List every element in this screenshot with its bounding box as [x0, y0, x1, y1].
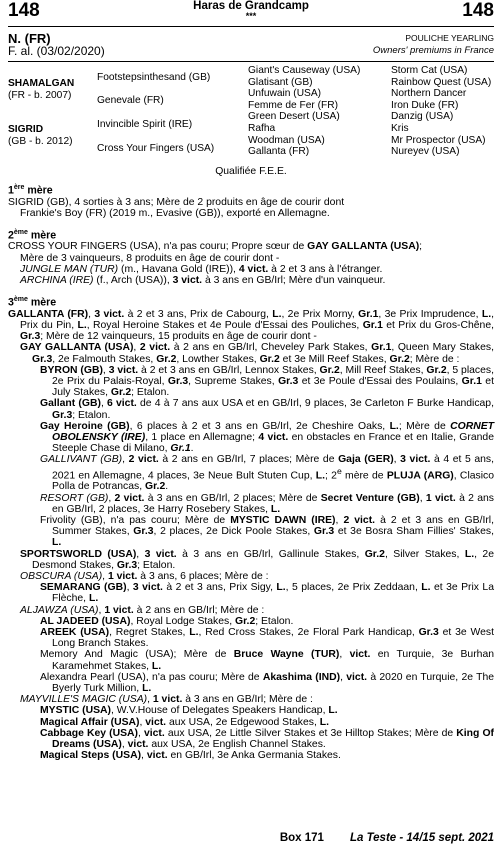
dam-info: (GB - b. 2012) — [8, 136, 73, 147]
third-dam-text: Memory And Magic (USA); Mère de Bruce Wayne (TUR), vict. en Turquie, 3e Burhan Karamehmet Stakes, L. — [40, 649, 494, 672]
identity-divider — [8, 61, 494, 62]
third-dam-text: Magical Affair (USA), vict. aux USA, 2e Edgewood Stakes, L. — [40, 716, 329, 728]
second-dam-text: JUNGLE MAN (TUR) (m., Havana Gold (IRE)), 4 vict. à 2 et 3 ans à l'étranger. — [20, 263, 383, 275]
third-dam-text: GALLANTA (FR), 3 vict. à 2 et 3 ans, Prix de Cabourg, L., 2e Prix Morny, Gr.1, 3e Prix Imprudence, L., Prix du Pin, L., Royal Heroine Stakes et 4e Poule d'Essai des Pouliches, Gr.1 et Prix du Gros-Chêne, Gr.3; Mère de 12 vainqueurs, 15 produits en âge de courir dont - — [8, 308, 494, 343]
horse-name: N. (FR) — [8, 31, 51, 46]
third-dam-text: ALJAWZA (USA), 1 vict. à 2 ans en GB/Irl; Mère de : — [20, 604, 265, 616]
third-dam-text: MAYVILLE'S MAGIC (USA), 1 vict. à 3 ans en GB/Irl; Mère de : — [20, 694, 313, 706]
third-dam-text: AL JADEED (USA), Royal Lodge Stakes, Gr.2; Etalon. — [40, 615, 294, 627]
third-dam-text: Cabbage Key (USA), vict. aux USA, 2e Little Silver Stakes et 3e Hilltop Stakes; Mère de King Of Dreams (USA), vict. aux USA, 2e English Channel Stakes. — [40, 727, 494, 750]
third-dam-heading: 3ème mère — [8, 296, 57, 309]
catalogue-page — [8, 0, 495, 844]
third-dam-text: Frivolity (GB), n'a pas couru; Mère de MYSTIC DAWN (IRE), 2 vict. à 2 et 3 ans en GB/Irl, Summer Stakes, Gr.3, 2 places, 2e Dick Poole Stakes, Gr.3 et 3e Bosra Sham Fillies' Stakes, L. — [40, 514, 494, 549]
pedigree-gen4: Iron Duke (FR) — [391, 99, 459, 111]
pedigree-gen4: Kris — [391, 123, 409, 134]
first-dam-section — [8, 182, 494, 219]
third-dam-text: BYRON (GB), 3 vict. à 2 et 3 ans en GB/Irl, Lennox Stakes, Gr.2, Mill Reef Stakes, Gr.2, 5 places, 2e Prix du Palais-Royal, Gr.3, Supreme Stakes, Gr.3 et 3e Poule d'Essai des Poulains, Gr.1 et July Stakes, Gr.2; Etalon. — [40, 364, 494, 399]
pedigree-gen3: Rafha — [248, 123, 276, 134]
box-number: Box 171 — [279, 832, 324, 844]
pedigree-gen2: Invincible Spirit (IRE) — [97, 119, 193, 130]
page-footer — [280, 832, 494, 844]
first-dam-text: Frankie's Boy (FR) (2019 m., Evasive (GB)), exporté en Allemagne. — [20, 207, 330, 219]
pedigree-gen3: Gallanta (FR) — [248, 146, 310, 158]
qualification: Qualifiée F.E.E. — [215, 166, 287, 177]
second-dam-text: Mère de 3 vainqueurs, 8 produits en âge de courir dont - — [20, 252, 280, 264]
pedigree-gen3: Woodman (USA) — [248, 134, 325, 146]
third-dam-text: MYSTIC (USA), W.V.House of Delegates Speakers Handicap, L. — [40, 705, 338, 717]
third-dam-text: GALLIVANT (GB), 2 vict. à 2 ans en GB/Irl, 7 places; Mère de Gaja (GER), 3 vict. à 4 et 5 ans, 2021 en Allemagne, 4 places, 3e Neue Bult Stuten Cup, L.; 2e mère de PLUJA (ARG), Clasico Polla de Potrancas, Gr.2. — [40, 454, 495, 493]
third-dam-text: SEMARANG (GB), 3 vict. à 2 et 3 ans, Prix Sigy, L., 5 places, 2e Prix Zeddaan, L. et 3e Prix La Flèche, L. — [40, 582, 494, 605]
third-dam-text: GAY GALLANTA (USA), 2 vict. à 2 ans en GB/Irl, Cheveley Park Stakes, Gr.1, Queen Mary Stakes, Gr.3, 2e Falmouth Stakes, Gr.2, Lowther Stakes, Gr.2 et 3e Mill Reef Stakes, Gr.2; Mère de : — [20, 342, 494, 365]
first-dam-text: SIGRID (GB), 4 sorties à 3 ans; Mère de 2 produits en âge de courir dont — [8, 196, 345, 208]
horse-category: POULICHE YEARLING — [405, 33, 494, 43]
pedigree-gen3: Unfuwain (USA) — [248, 88, 322, 100]
third-dam-text: RESORT (GB), 2 vict. à 3 ans en GB/Irl, 2 places; Mère de Secret Venture (GB), 1 vict. à 2 ans en GB/Irl, 2 places, 3e Harry Rosebery Stakes, L. — [40, 492, 494, 515]
third-dam-text: Magical Steps (USA), vict. en GB/Irl, 3e Anka Germania Stakes. — [40, 750, 341, 762]
pedigree-gen4: Storm Cat (USA) — [391, 65, 468, 76]
second-dam-section — [8, 227, 494, 286]
third-dam-text: Alexandra Pearl (USA), n'a pas couru; Mère de Akashima (IND), vict. à 2020 en Turquie, 2e The Byerly Turk Million, L. — [40, 671, 495, 694]
sire-info: (FR - b. 2007) — [8, 90, 72, 101]
horse-dob: F. al. (03/02/2020) — [8, 44, 105, 58]
second-dam-heading: 2ème mère — [8, 228, 57, 242]
consignor-block — [8, 1, 494, 20]
third-dam-text: SPORTSWORLD (USA), 3 vict. à 3 ans en GB/Irl, Gallinule Stakes, Gr.2, Silver Stakes, L., 2e Desmond Stakes, Gr.3; Etalon. — [20, 548, 494, 571]
second-dam-text: CROSS YOUR FINGERS (USA), n'a pas couru; Propre sœur de GAY GALLANTA (USA); — [8, 241, 423, 253]
sale-date: La Teste - 14/15 sept. 2021 — [349, 832, 494, 844]
horse-identity — [8, 27, 494, 61]
pedigree-gen2: Genevale (FR) — [97, 95, 164, 106]
pedigree-gen2: Cross Your Fingers (USA) — [97, 143, 215, 154]
pedigree-gen4: Danzig (USA) — [391, 111, 454, 123]
pedigree-gen4: Nureyev (USA) — [391, 146, 460, 158]
lot-number-right: 148 — [462, 0, 494, 21]
owners-premium-note: Owners' premiums in France — [372, 45, 494, 56]
pedigree-gen3: Femme de Fer (FR) — [248, 99, 338, 111]
pedigree-gen3: Giant's Causeway (USA) — [248, 65, 361, 76]
pedigree-gen4: Mr Prospector (USA) — [391, 134, 486, 146]
pedigree-gen4: Rainbow Quest (USA) — [391, 76, 492, 88]
consignor-stars: *** — [245, 11, 257, 21]
pedigree-gen3: Green Desert (USA) — [248, 111, 340, 123]
dam-name: SIGRID — [8, 124, 44, 135]
page-header — [8, 0, 494, 26]
lot-number-left: 148 — [8, 0, 40, 21]
pedigree-gen4: Northern Dancer — [391, 88, 467, 100]
pedigree-table — [8, 65, 494, 178]
third-dam-text: Gallant (GB), 6 vict. de 4 à 7 ans aux USA et en GB/Irl, 9 places, 3e Carleton F Burke Handicap, Gr.3; Etalon. — [40, 398, 494, 421]
third-dam-text: OBSCURA (USA), 1 vict. à 3 ans, 6 places; Mère de : — [20, 570, 269, 582]
first-dam-heading: 1ère mère — [8, 184, 53, 197]
third-dam-text: AREEK (USA), Regret Stakes, L., Red Cross Stakes, 2e Floral Park Handicap, Gr.3 et 3e West Long Branch Stakes. — [40, 626, 494, 650]
third-dam-text: Gay Heroine (GB), 6 places à 2 et 3 ans en GB/Irl, 2e Cheshire Oaks, L.; Mère de CORNET OBOLENSKY (IRE), 1 place en Allemagne; 4 vict. en obstacles en France et en Italie, Grande Steeple Chase di Milano, Gr.1. — [40, 420, 495, 455]
sire-name: SHAMALGAN — [8, 78, 75, 89]
pedigree-gen3: Glatisant (GB) — [248, 76, 313, 88]
second-dam-text: ARCHINA (IRE) (f., Arch (USA)), 3 vict. à 3 ans en GB/Irl; Mère d'un vainqueur. — [20, 275, 386, 287]
third-dam-section — [8, 294, 494, 761]
consignor-name: Haras de Grandcamp — [193, 0, 309, 12]
pedigree-gen2: Footstepsinthesand (GB) — [97, 72, 211, 83]
